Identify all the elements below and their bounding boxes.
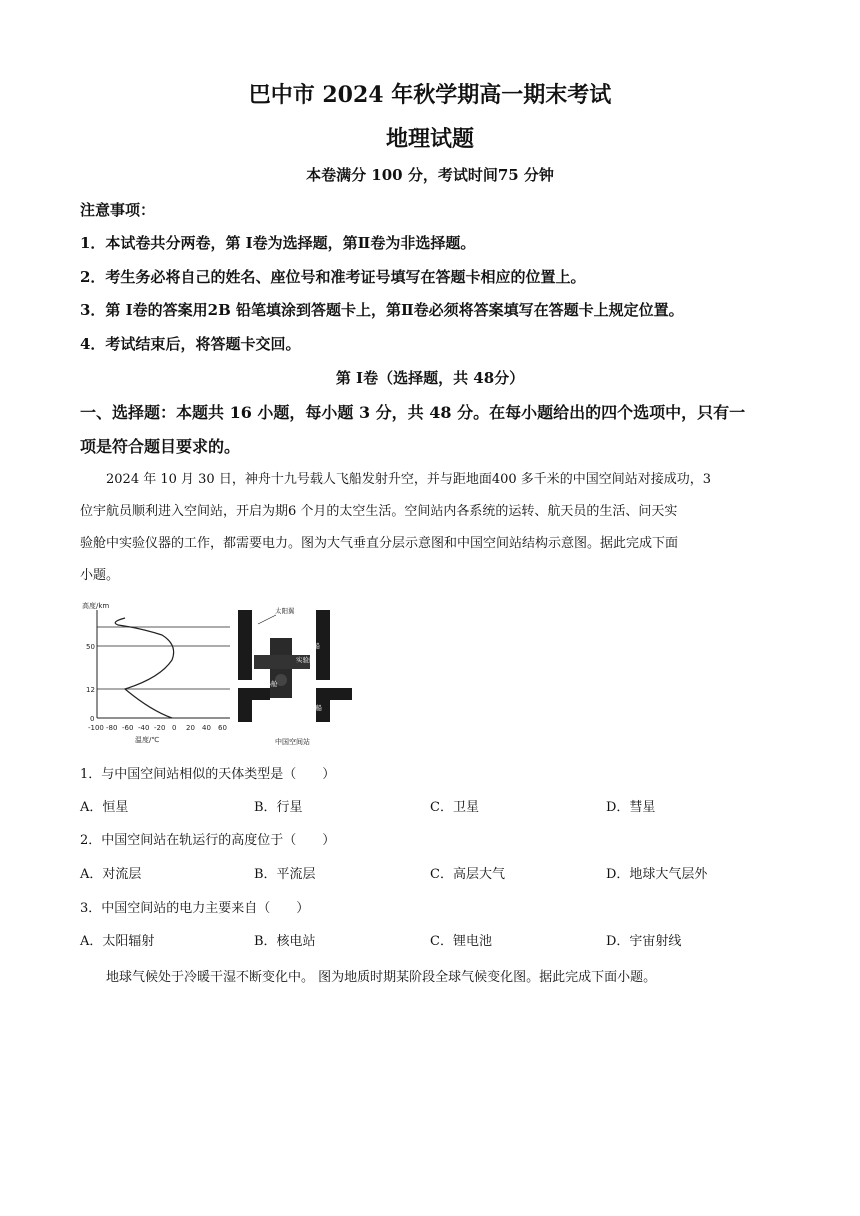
option-d[interactable]: D．地球大气层外 [606, 867, 708, 882]
space-station-diagram [233, 602, 355, 746]
passage-line: 地球气候处于冷暖干湿不断变化中。 图为地质时期某阶段全球气候变化图。据此完成下面小题。 [106, 970, 657, 985]
y-tick: 12 [86, 686, 95, 694]
x-tick: -20 [154, 724, 166, 732]
option-c[interactable]: C．高层大气 [430, 867, 505, 882]
chart-xlabel: 温度/℃ [135, 736, 160, 744]
x-tick: 40 [202, 724, 211, 732]
option-a[interactable]: A．对流层 [80, 867, 142, 882]
option-a[interactable]: A．恒星 [80, 800, 129, 815]
station-caption: 中国空间站 [275, 738, 310, 746]
x-tick: -40 [138, 724, 150, 732]
station-label: 实验舱 [296, 656, 316, 664]
x-tick: 20 [186, 724, 195, 732]
temperature-curve [115, 618, 173, 718]
atmosphere-chart [82, 601, 230, 744]
option-b[interactable]: B．核电站 [254, 934, 316, 949]
notice-heading: 注意事项： [80, 201, 156, 219]
chart-ylabel: 高度/km [82, 602, 110, 610]
x-tick: -100 [88, 724, 104, 732]
question-stem: 2．中国空间站在轨运行的高度位于（ ） [80, 833, 336, 848]
y-tick: 0 [90, 715, 95, 723]
y-tick: 50 [86, 643, 95, 651]
x-tick: 0 [172, 724, 177, 732]
passage-line: 位宇航员顺利进入空间站，开启为期6 个月的太空生活。空间站内各系统的运转、航天员的生活、问天实 [80, 504, 678, 519]
notice-item: 3．第 Ⅰ卷的答案用2B 铅笔填涂到答题卡上，第Ⅱ卷必须将答案填写在答题卡上规定位置。 [80, 301, 684, 319]
figure-svg [80, 600, 360, 750]
option-a[interactable]: A．太阳辐射 [80, 934, 155, 949]
passage-line: 小题。 [80, 568, 120, 583]
station-label: 载人飞船 [296, 704, 322, 712]
option-d[interactable]: D．彗星 [606, 800, 656, 815]
figure [80, 600, 360, 750]
exam-title: 巴中市 2024 年秋学期高一期末考试 [248, 82, 612, 108]
option-c[interactable]: C．卫星 [430, 800, 479, 815]
solar-wing [238, 610, 252, 680]
option-b[interactable]: B．行星 [254, 800, 303, 815]
x-tick: -80 [106, 724, 118, 732]
question-stem: 3．中国空间站的电力主要来自（ ） [80, 901, 310, 916]
passage-line: 验舱中实验仪器的工作，都需要电力。图为大气垂直分层示意图和中国空间站结构示意图。据此完成下面 [80, 536, 679, 551]
score-line: 本卷满分 100 分，考试时间75 分钟 [306, 166, 554, 184]
station-label: 货运飞船 [294, 642, 320, 650]
solar-wing [252, 688, 270, 700]
station-label: 核心舱 [258, 680, 278, 688]
question-stem: 1．与中国空间站相似的天体类型是（ ） [80, 767, 336, 782]
solar-wing [238, 688, 252, 722]
option-d[interactable]: D．宇宙射线 [606, 934, 682, 949]
notice-item: 2．考生务必将自己的姓名、座位号和准考证号填写在答题卡相应的位置上。 [80, 268, 586, 286]
subject-title: 地理试题 [385, 126, 474, 152]
section-intro-line: 一、选择题：本题共 16 小题，每小题 3 分，共 48 分。在每小题给出的四个选项中，只有一 [80, 403, 746, 422]
option-b[interactable]: B．平流层 [254, 867, 316, 882]
notice-item: 4．考试结束后，将答题卡交回。 [80, 335, 301, 353]
x-tick: -60 [122, 724, 134, 732]
section-heading: 第 Ⅰ卷（选择题，共 48分） [335, 369, 525, 387]
section-intro-line: 项是符合题目要求的。 [80, 437, 241, 456]
solar-wing [330, 688, 352, 700]
x-tick: 60 [218, 724, 227, 732]
station-label: 太阳翼 [275, 607, 295, 615]
passage-line: 2024 年 10 月 30 日，神舟十九号载人飞船发射升空，并与距地面400 多千米的中国空间站对接成功，3 [106, 472, 712, 487]
option-c[interactable]: C．锂电池 [430, 934, 492, 949]
notice-item: 1．本试卷共分两卷，第 Ⅰ卷为选择题，第Ⅱ卷为非选择题。 [80, 234, 476, 252]
